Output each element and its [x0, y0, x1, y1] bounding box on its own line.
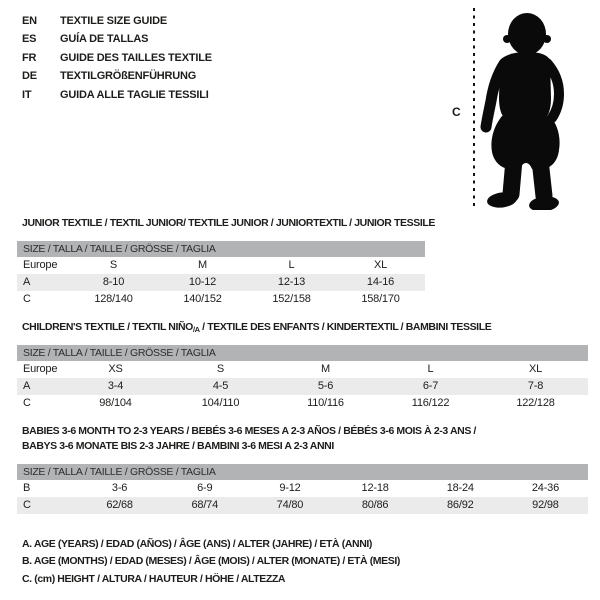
row-label: C — [23, 499, 31, 511]
age-cell: 6-7 — [422, 380, 439, 392]
lang-label: GUIDA ALLE TAGLIE TESSILI — [60, 88, 209, 101]
size-cell: S — [216, 363, 225, 375]
row-label: C — [23, 397, 31, 409]
lang-label: GUIDE DES TAILLES TEXTILE — [60, 51, 212, 64]
age-cell: 3-4 — [107, 380, 124, 392]
lang-label: TEXTILGRÖßENFÜHRUNG — [60, 70, 197, 83]
row-label: Europe — [23, 259, 58, 271]
row-label: Europe — [23, 363, 58, 375]
age-cell: 10-12 — [188, 276, 217, 288]
age-cell: 4-5 — [212, 380, 229, 392]
row-label: A — [23, 276, 31, 288]
language-list — [22, 12, 212, 104]
age-cell: 3-6 — [111, 482, 128, 494]
note-height-cm: C. (cm) HEIGHT / ALTURA / HAUTEUR / HÖHE / ALTEZZA — [22, 572, 286, 585]
lang-row-de — [22, 67, 212, 85]
legend-notes — [22, 536, 400, 588]
height-cell: 86/92 — [447, 499, 474, 511]
babies-table-title — [22, 424, 476, 454]
height-cell: 92/98 — [532, 499, 559, 511]
lang-code: FR — [22, 51, 37, 64]
children-title-sub: /A — [192, 325, 200, 334]
age-cell: 5-6 — [317, 380, 334, 392]
table-row-europe — [17, 257, 425, 274]
size-cell: XL — [373, 259, 388, 271]
table-row-age-months — [17, 480, 588, 497]
junior-size-table — [17, 241, 425, 308]
children-title-post: / TEXTILE DES ENFANTS / KINDERTEXTIL / BAMBINI TESSILE — [199, 321, 492, 333]
age-cell: 7-8 — [527, 380, 544, 392]
height-cell: 98/104 — [99, 397, 132, 409]
height-cell: 104/110 — [201, 397, 240, 409]
height-cell: 128/140 — [94, 293, 133, 305]
children-size-table — [17, 345, 588, 412]
babies-title-line1: BABIES 3-6 MONTH TO 2-3 YEARS / BEBÉS 3-6 MESES A 2-3 AÑOS / BÉBÉS 3-6 MOIS À 2-3 ANS / — [22, 425, 476, 437]
lang-row-en — [22, 12, 212, 30]
table-row-height — [17, 291, 425, 308]
height-cell: 110/116 — [307, 397, 344, 409]
height-cell: 62/68 — [106, 499, 133, 511]
lang-row-it — [22, 86, 212, 104]
lang-row-es — [22, 30, 212, 48]
row-label: B — [23, 482, 31, 494]
lang-label: GUÍA DE TALLAS — [60, 33, 149, 46]
age-cell: 6-9 — [197, 482, 213, 494]
table-row-age — [17, 274, 425, 291]
note-age-years: A. AGE (YEARS) / EDAD (AÑOS) / ÂGE (ANS) / ALTER (JAHRE) / ETÀ (ANNI) — [22, 538, 373, 550]
height-cell: 116/122 — [411, 397, 450, 409]
age-cell: 24-36 — [531, 482, 560, 494]
height-cell: 140/152 — [183, 293, 222, 305]
babies-title-line2: BABYS 3-6 MONATE BIS 2-3 JAHRE / BAMBINI 3-6 MESI A 2-3 ANNI — [22, 440, 334, 452]
note-age-months: B. AGE (MONTHS) / EDAD (MESES) / ÂGE (MOIS) / ALTER (MONATE) / ETÀ (MESI) — [22, 555, 400, 568]
height-cell: 152/158 — [272, 293, 311, 305]
table-row-europe — [17, 361, 588, 378]
size-header-bar: SIZE / TALLA / TAILLE / GRÖSSE / TAGLIA — [17, 464, 588, 480]
babies-size-table — [17, 464, 588, 514]
height-cell: 122/128 — [516, 397, 555, 409]
age-cell: 12-13 — [277, 276, 306, 288]
size-header-bar: SIZE / TALLA / TAILLE / GRÖSSE / TAGLIA — [17, 345, 588, 361]
size-cell: XS — [108, 363, 123, 375]
height-measure-label: C — [452, 105, 461, 119]
size-cell: M — [321, 363, 330, 375]
age-cell: 12-18 — [361, 482, 389, 494]
age-cell: 14-16 — [366, 276, 395, 288]
height-dotted-line — [473, 8, 475, 210]
children-title-pre: CHILDREN'S TEXTILE / TEXTIL NIÑO — [22, 321, 193, 333]
age-cell: 9-12 — [279, 482, 301, 494]
age-cell: 18-24 — [446, 482, 474, 494]
lang-code: EN — [22, 15, 37, 27]
row-label: C — [23, 293, 31, 305]
age-cell: 8-10 — [102, 276, 125, 288]
baby-silhouette-icon — [478, 8, 570, 210]
height-cell: 80/86 — [361, 499, 389, 511]
height-cell: 74/80 — [276, 499, 304, 511]
height-cell: 68/74 — [191, 499, 219, 511]
size-cell: M — [198, 259, 207, 271]
table-row-age — [17, 378, 588, 395]
size-cell: XL — [528, 363, 543, 375]
size-cell: L — [427, 363, 434, 375]
lang-code: ES — [22, 33, 37, 46]
junior-table-title: JUNIOR TEXTILE / TEXTIL JUNIOR/ TEXTILE JUNIOR / JUNIORTEXTIL / JUNIOR TESSILE — [22, 217, 435, 229]
table-row-height — [17, 497, 588, 514]
table-row-height — [17, 395, 588, 412]
size-cell: L — [288, 259, 295, 271]
lang-code: IT — [22, 88, 32, 101]
size-header-bar: SIZE / TALLA / TAILLE / GRÖSSE / TAGLIA — [17, 241, 425, 257]
size-cell: S — [109, 259, 118, 271]
lang-label: TEXTILE SIZE GUIDE — [60, 15, 168, 27]
lang-code: DE — [22, 70, 37, 83]
children-table-title — [22, 321, 491, 336]
height-cell: 158/170 — [361, 293, 400, 305]
row-label: A — [23, 380, 31, 392]
lang-row-fr — [22, 49, 212, 67]
